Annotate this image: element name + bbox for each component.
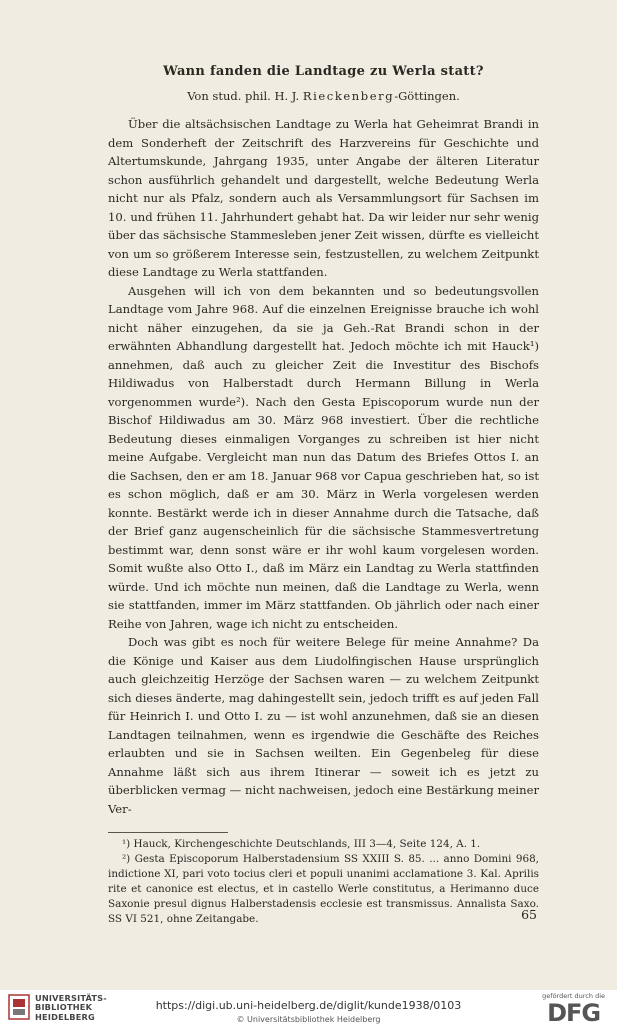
dfg-funding-logo[interactable] [542, 992, 605, 1026]
footnote-2: ²) Gesta Episcoporum Halberstadensium SS XXIII S. 85. ... anno Domini 968, indictione XI, pari voto tocius cleri et populi unanimi acclamatione 3. Kal. Aprilis rite et canonice est electus, et in castello Werle constitutus, a Herimanno duce Saxonie presul dignus Halberstadensis ecclesie est transmissus. Annalista Saxo. SS VI 521, ohne Zeitangabe. [108, 853, 539, 925]
dfg-caption: gefördert durch die [542, 992, 605, 1000]
permalink-url[interactable]: https://digi.ub.uni-heidelberg.de/diglit/kunde1938/0103 [155, 999, 462, 1012]
copyright-notice: © Universitätsbibliothek Heidelberg [236, 1015, 381, 1024]
article-title: Wann fanden die Landtage zu Werla statt? [163, 64, 484, 79]
footnote-divider [108, 832, 228, 833]
byline-suffix: -Göttingen. [394, 89, 460, 103]
page-number: 65 [521, 907, 537, 922]
logo-line-2: BIBLIOTHEK [35, 1002, 93, 1013]
footnote-1: ¹) Hauck, Kirchengeschichte Deutschlands, III 3—4, Seite 124, A. 1. [122, 838, 481, 850]
paragraph-2: Ausgehen will ich von dem bekannten und so bedeutungsvollen Landtage vom Jahre 968. Auf die einzelnen Ereignisse brauche ich wohl nicht näher einzugehen, da sie ja Geh.-Rat Brandi schon in der erwähnten Abhandlung dargestellt hat. Jedoch möchte ich mit Hauck¹) annehmen, daß auch zu gleicher Zeit die Investitur des Bischofs Hildiwadus von Halberstadt durch Hermann Billung in Werla vorgenommen wurde²). Nach den Gesta Episcoporum wurde nun der Bischof Hildiwadus am 30. März 968 investiert. Über die rechtliche Bedeutung dieses einmaligen Vorganges zu schreiben ist hier nicht meine Aufgabe. Vergleicht man nun das Datum des Briefes Ottos I. an die Sachsen, den er am 18. Januar 968 vor Capua geschrieben hat, so ist es schon möglich, daß er am 30. März in Werla vorgelesen werden konnte. Bestärkt werde ich in dieser Annahme durch die Tatsache, daß der Brief ganz augenscheinlich für die sächsische Stammesvertretung bestimmt war, denn sonst wäre er ihr wohl kaum vorgelesen worden. Somit wußte also Otto I., daß im März ein Landtag zu Werla stattfinden würde. Und ich möchte nun meinen, daß die Landtage zu Werla, wenn sie stattfanden, immer im März stattfanden. Ob jährlich oder nach einer Reihe von Jahren, wage ich nicht zu entscheiden. [108, 283, 539, 631]
paragraph-3: Doch was gibt es noch für weitere Belege für meine Annahme? Da die Könige und Kaiser aus dem Liudolfingischen Hause ursprünglich auch gleichzeitig Herzöge der Sachsen waren — zu welchem Zeitpunkt sich dieses änderte, mag dahingestellt sein, jedoch trifft es auf jeden Fall für Heinrich I. und Otto I. zu — ist wohl anzunehmen, daß sie an diesen Landtagen teilnahmen, wenn es irgendwie die Geschäfte des Reiches erlaubten und sie in Sachsen weilten. Ein Gegenbeleg für diese Annahme läßt sich aus ihrem Itinerar — soweit ich es jetzt zu überblicken vermag — nicht nachweisen, jedoch eine Bestärkung meiner Ver- [108, 635, 540, 816]
footnotes [108, 837, 539, 927]
paragraph-1: Über die altsächsischen Landtage zu Werla hat Geheimrat Brandi in dem Sonderheft der Zeitschrift des Harzvereins für Geschichte und Altertumskunde, Jahrgang 1935, unter Angabe der älteren Literatur schon ausführlich gehandelt und dargestellt, welche Bedeutung Werla nicht nur als Pfalz, sondern auch als Versammlungsort für Sachsen im 10. und frühen 11. Jahrhundert gehabt hat. Da wir leider nur sehr wenig über das sächsische Stammesleben jener Zeit wissen, dürfte es vielleicht von um so größerem Interesse sein, festzustellen, zu welchem Zeitpunkt diese Landtage zu Werla stattfanden. [108, 117, 539, 279]
logo-line-3: HEIDELBERG [35, 1011, 95, 1022]
byline-prefix: Von stud. phil. H. J. [187, 89, 300, 103]
body-text [108, 115, 539, 818]
dfg-logo-text: DFG [547, 999, 601, 1027]
viewer-footer [0, 990, 617, 1034]
byline [108, 89, 539, 103]
logo-line-1: UNIVERSITÄTS- [35, 993, 107, 1003]
byline-author: Rieckenberg [302, 89, 395, 103]
